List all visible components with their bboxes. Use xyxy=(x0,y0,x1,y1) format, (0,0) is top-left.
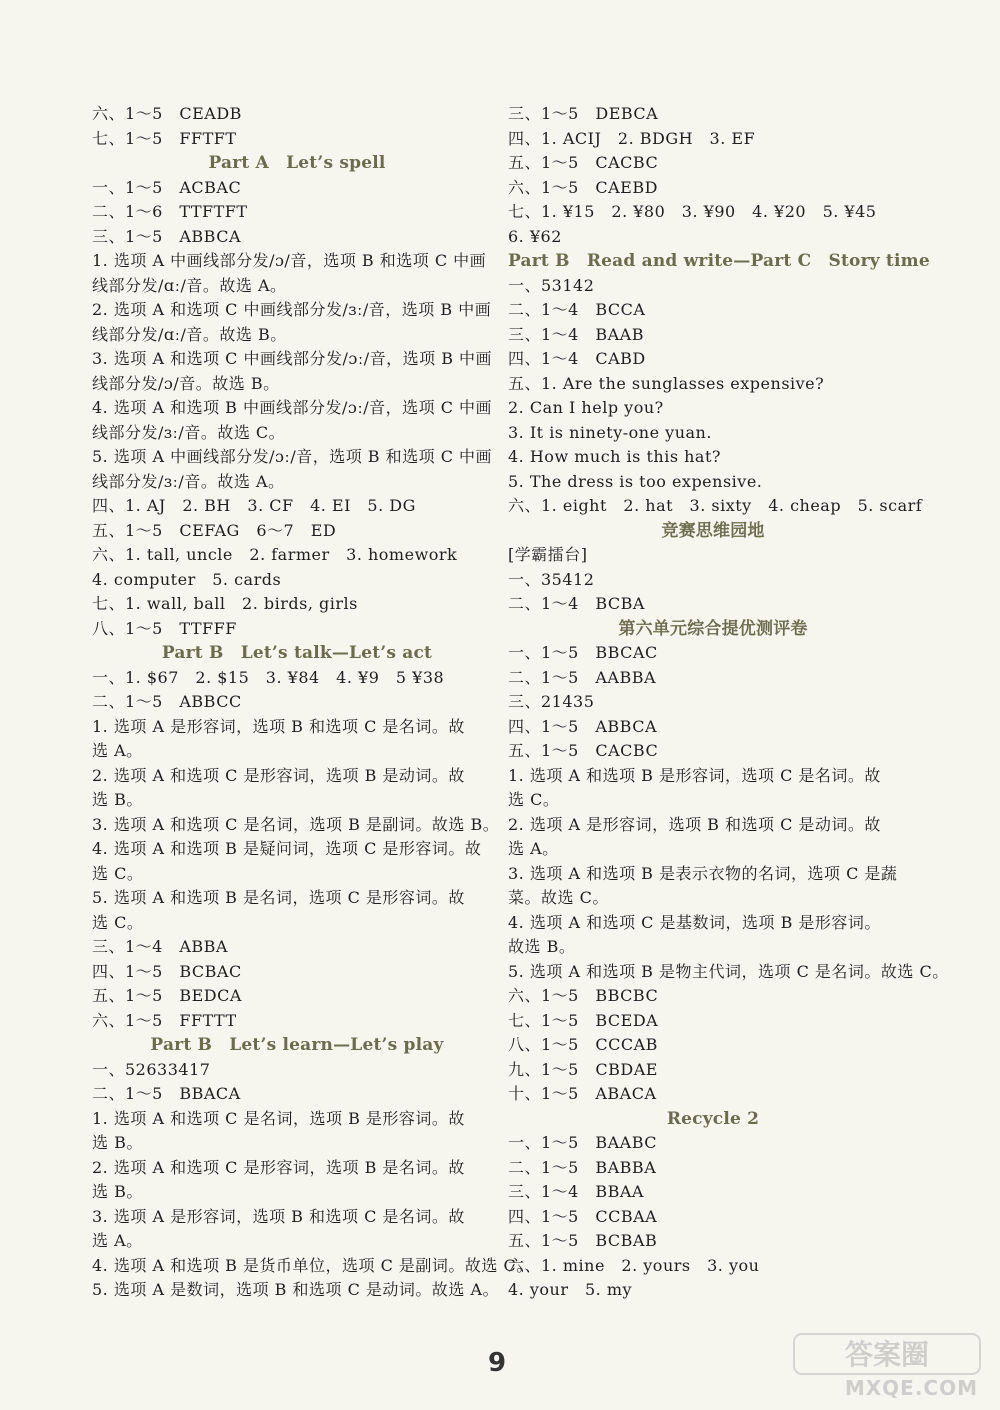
answer-line: 一、53142 xyxy=(508,275,595,295)
answer-line: 六、1. tall, uncle 2. farmer 3. homework xyxy=(92,545,458,564)
answer-line: 4. 选项 A 和选项 B 中画线部分发/ɔː/音，选项 C 中画 xyxy=(92,398,493,417)
answer-line: 2. 选项 A 和选项 C 是形容词，选项 B 是动词。故 xyxy=(92,765,465,785)
section-heading: 第六单元综合提优测评卷 xyxy=(618,618,808,639)
answer-line: 六、1～5 CAEBD xyxy=(508,177,658,197)
answer-line: 一、1～5 ACBAC xyxy=(92,177,242,197)
left-column xyxy=(92,102,533,1303)
answer-line: 五、1～5 CEFAG 6～7 ED xyxy=(92,520,337,540)
answer-line: 九、1～5 CBDAE xyxy=(508,1059,658,1079)
answer-line: 二、1～5 AABBA xyxy=(508,667,657,687)
answer-line: 线部分发/ɔ/音。故选 B。 xyxy=(92,373,280,393)
answer-line: 3. 选项 A 和选项 C 是名词，选项 B 是副词。故选 B。 xyxy=(92,814,500,834)
answer-line: 选 C。 xyxy=(92,912,144,932)
answer-line: 六、1～5 CEADB xyxy=(92,104,242,123)
answer-line: 二、1～6 TTFTFT xyxy=(92,202,248,221)
answer-line: 五、1～5 CACBC xyxy=(508,741,659,760)
answer-line: 四、1～4 CABD xyxy=(508,349,646,368)
answer-line: 2. 选项 A 和选项 C 是形容词，选项 B 是名词。故 xyxy=(92,1157,465,1177)
answer-line: 1. 选项 A 和选项 C 是名词，选项 B 是形容词。故 xyxy=(92,1108,465,1128)
answer-line: 5. The dress is too expensive. xyxy=(508,471,763,491)
answer-line: 菜。故选 C。 xyxy=(508,888,609,907)
answer-line: 十、1～5 ABACA xyxy=(508,1084,657,1103)
answer-line: 4. How much is this hat? xyxy=(508,447,721,466)
section-heading: Part B Let’s learn—Let’s play xyxy=(150,1035,444,1055)
answer-line: 八、1～5 TTFFF xyxy=(92,618,237,638)
answer-line: 三、1～5 ABBCA xyxy=(92,226,242,246)
section-heading: 竞赛思维园地 xyxy=(661,520,765,541)
answer-line: 线部分发/ɜː/音。故选 A。 xyxy=(92,471,285,491)
answer-line: [学霸擂台] xyxy=(508,545,588,564)
answer-line: 1. 选项 A 是形容词，选项 B 和选项 C 是名词。故 xyxy=(92,716,465,736)
answer-line: 四、1. ACIJ 2. BDGH 3. EF xyxy=(508,128,756,148)
section-heading: Part A Let’s spell xyxy=(208,153,386,173)
answer-line: 四、1～5 ABBCA xyxy=(508,716,658,736)
answer-line: 5. 选项 A 和选项 B 是物主代词，选项 C 是名词。故选 C。 xyxy=(508,961,949,981)
answer-line: 六、1. mine 2. yours 3. you xyxy=(508,1255,760,1275)
answer-line: 三、1～4 BAAB xyxy=(508,324,644,344)
answer-line: 线部分发/ɜː/音。故选 C。 xyxy=(92,422,286,442)
answer-line: 五、1～5 BEDCA xyxy=(92,986,242,1005)
answer-line: 七、1. wall, ball 2. birds, girls xyxy=(92,594,358,613)
answer-line: 5. 选项 A 中画线部分发/ɔː/音，选项 B 和选项 C 中画 xyxy=(92,447,493,466)
answer-line: 4. 选项 A 和选项 B 是货币单位，选项 C 是副词。故选 C。 xyxy=(92,1255,533,1275)
answer-line: 一、35412 xyxy=(508,569,595,589)
answer-line: 五、1. Are the sunglasses expensive? xyxy=(508,373,825,393)
answer-line: 一、1～5 BBCAC xyxy=(508,643,658,662)
answer-line: 选 C。 xyxy=(92,863,144,883)
answer-line: 4. computer 5. cards xyxy=(92,569,282,589)
answer-line: 2. 选项 A 是形容词，选项 B 和选项 C 是动词。故 xyxy=(508,814,881,834)
watermark-url: MXQE.COM xyxy=(844,1376,978,1400)
answer-line: 四、1～5 CCBAA xyxy=(508,1206,658,1226)
answer-line: 选 B。 xyxy=(92,1182,143,1201)
answer-line: 三、1～4 BBAA xyxy=(508,1182,644,1201)
answer-line: 3. It is ninety-one yuan. xyxy=(508,422,712,442)
answer-line: 五、1～5 BCBAB xyxy=(508,1231,658,1250)
answer-line: 八、1～5 CCCAB xyxy=(508,1035,658,1054)
answer-line: 一、1. $67 2. $15 3. ¥84 4. ¥9 5 ¥38 xyxy=(92,667,445,687)
answer-line: 3. 选项 A 和选项 B 是表示衣物的名词，选项 C 是蔬 xyxy=(508,863,898,883)
answer-line: 选 C。 xyxy=(508,790,560,809)
answer-line: 3. 选项 A 和选项 C 中画线部分发/ɔː/音，选项 B 中画 xyxy=(92,349,493,368)
answer-line: 故选 B。 xyxy=(508,937,576,956)
section-heading: Recycle 2 xyxy=(666,1108,760,1129)
answer-line: 选 A。 xyxy=(92,1231,143,1250)
answer-line: 1. 选项 A 中画线部分发/ɔ/音，选项 B 和选项 C 中画 xyxy=(92,251,487,270)
watermark-logo-text: 答案圈 xyxy=(844,1338,930,1371)
answer-line: 5. 选项 A 和选项 B 是名词，选项 C 是形容词。故 xyxy=(92,888,465,907)
answer-line: 2. Can I help you? xyxy=(508,398,664,417)
answer-line: 选 B。 xyxy=(92,1133,143,1152)
answer-line: 六、1～5 FFTTT xyxy=(92,1010,237,1030)
answer-line: 一、52633417 xyxy=(92,1059,211,1079)
section-heading: Part B Read and write—Part C Story time xyxy=(508,251,930,271)
answer-line: 三、1～4 ABBA xyxy=(92,937,228,956)
answer-line: 5. 选项 A 是数词，选项 B 和选项 C 是动词。故选 A。 xyxy=(92,1280,500,1299)
answer-line: 三、1～5 DEBCA xyxy=(508,104,659,123)
answer-line: 2. 选项 A 和选项 C 中画线部分发/ɜː/音，选项 B 中画 xyxy=(92,300,492,319)
answer-line: 七、1～5 FFTFT xyxy=(92,128,237,148)
answer-line: 二、1～5 BBACA xyxy=(92,1084,241,1103)
right-column xyxy=(508,102,949,1303)
answer-line: 4. 选项 A 和选项 C 是基数词，选项 B 是形容词。 xyxy=(508,912,881,932)
answer-line: 二、1～4 BCCA xyxy=(508,300,646,319)
answer-line: 四、1. AJ 2. BH 3. CF 4. EI 5. DG xyxy=(92,496,416,515)
section-heading: Part B Let’s talk—Let’s act xyxy=(161,643,433,663)
answer-line: 五、1～5 CACBC xyxy=(508,153,659,172)
answer-line: 六、1. eight 2. hat 3. sixty 4. cheap 5. scarf xyxy=(508,496,923,515)
answer-line: 二、1～5 ABBCC xyxy=(92,692,242,711)
answer-line: 4. 选项 A 和选项 B 是疑问词，选项 C 是形容词。故 xyxy=(92,839,482,858)
answer-line: 线部分发/ɑː/音。故选 A。 xyxy=(92,275,287,295)
answer-line: 线部分发/ɑː/音。故选 B。 xyxy=(92,324,287,344)
answer-line: 3. 选项 A 是形容词，选项 B 和选项 C 是名词。故 xyxy=(92,1206,465,1226)
answer-line: 二、1～5 BABBA xyxy=(508,1157,657,1177)
answer-line: 七、1. ¥15 2. ¥80 3. ¥90 4. ¥20 5. ¥45 xyxy=(508,202,877,221)
answer-line: 选 A。 xyxy=(508,839,559,858)
watermark-logo-icon xyxy=(792,1330,982,1378)
answer-line: 七、1～5 BCEDA xyxy=(508,1010,659,1030)
answer-line: 三、21435 xyxy=(508,692,595,711)
answer-line: 六、1～5 BBCBC xyxy=(508,986,659,1005)
answer-line: 选 B。 xyxy=(92,790,143,809)
page-number: 9 xyxy=(488,1348,507,1378)
answer-line: 二、1～4 BCBA xyxy=(508,594,645,613)
answer-line: 1. 选项 A 和选项 B 是形容词，选项 C 是名词。故 xyxy=(508,765,881,785)
answer-line: 4. your 5. my xyxy=(508,1280,633,1299)
answer-line: 6. ¥62 xyxy=(508,226,562,246)
watermark xyxy=(792,1330,982,1400)
answer-line: 四、1～5 BCBAC xyxy=(92,961,242,981)
answer-line: 选 A。 xyxy=(92,741,143,760)
answer-line: 一、1～5 BAABC xyxy=(508,1133,658,1152)
